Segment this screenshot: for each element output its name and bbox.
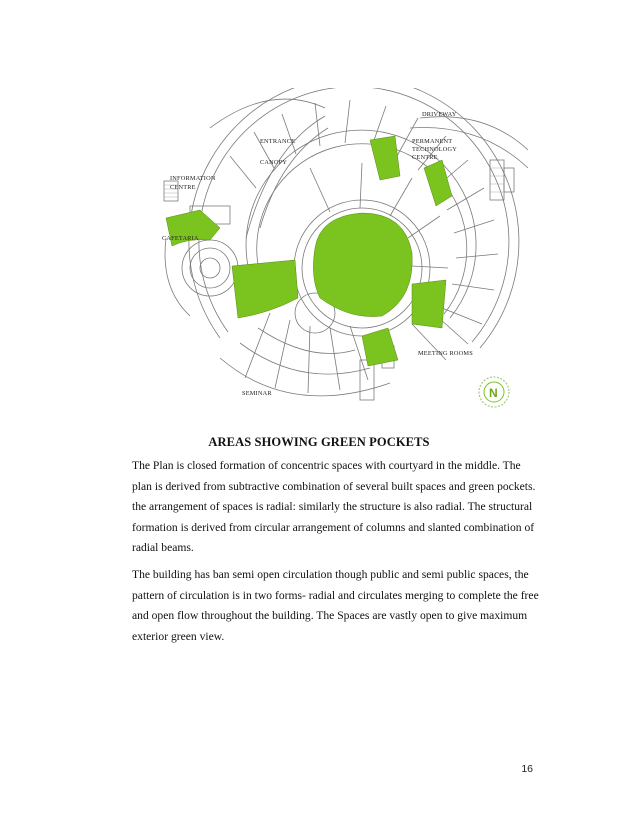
floor-plan-figure (150, 88, 530, 418)
page-number: 16 (521, 763, 533, 775)
label-permanent: PERMANENT (412, 138, 453, 145)
label-canopy: CANOPY (260, 159, 288, 166)
label-technology: TECHNOLOGY (412, 146, 458, 153)
paragraph-2: The building has ban semi open circulation though public and semi public spaces, the pattern of circulation is in two forms- radial and circulates merging to complete the free and open flow throughout the building. The Spaces are vastly open to give maximum exterior green view. (132, 568, 539, 643)
label-technology-centre: CENTRE (412, 154, 438, 161)
label-cafetaria: CAFETARIA (162, 235, 199, 242)
north-label: N (489, 386, 498, 400)
floor-plan-drawing (150, 88, 530, 418)
label-information: INFORMATION (170, 175, 216, 182)
label-seminar: SEMINAR (242, 390, 272, 397)
north-arrow-icon (479, 377, 509, 407)
label-entrance: ENTRANCE (260, 138, 296, 145)
green-pockets (166, 136, 452, 366)
label-meeting-rooms: MEETING ROOMS (418, 350, 473, 357)
label-information-centre: CENTRE (170, 184, 196, 191)
label-driveway: DRIVEWAY (422, 111, 457, 118)
figure-caption: AREAS SHOWING GREEN POCKETS (208, 435, 430, 449)
paragraph-1: The Plan is closed formation of concentric spaces with courtyard in the middle. The plan is derived from subtractive combination of several built spaces and green pockets. the arrangement of spaces is radial: similarly the structure is also radial. The structural formation is derived from circular arrangement of columns and slanted combination of radial beams. (132, 459, 536, 555)
